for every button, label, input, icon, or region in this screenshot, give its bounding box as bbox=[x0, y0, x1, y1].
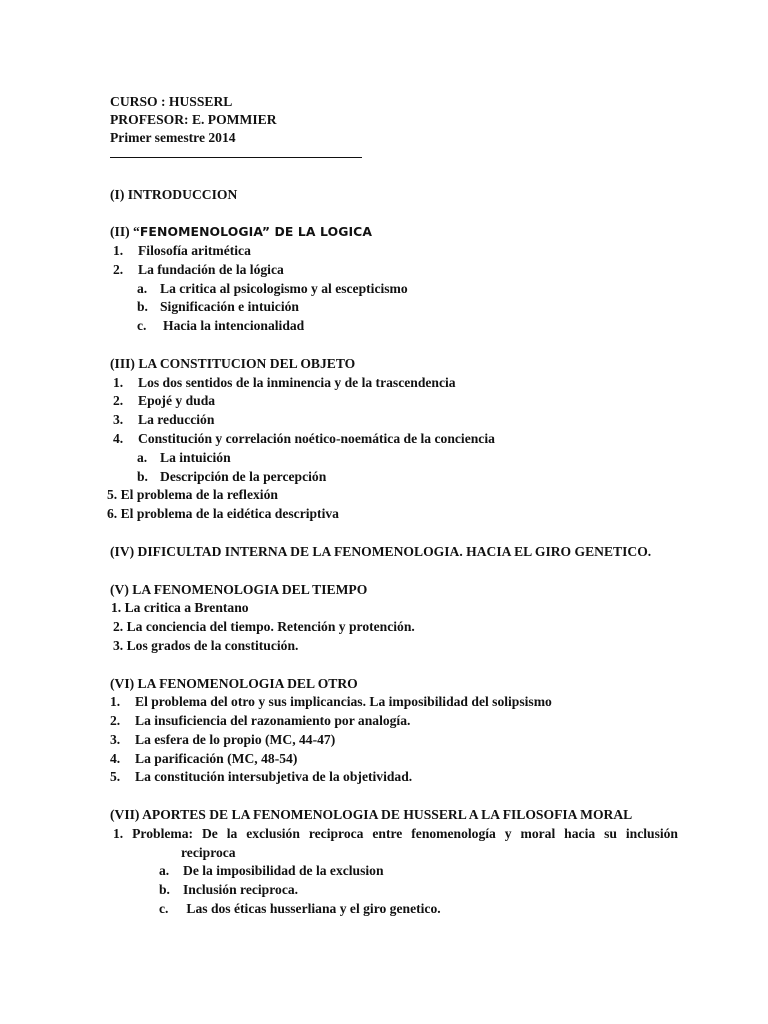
list-item bbox=[110, 769, 412, 785]
semester-line: Primer semestre 2014 bbox=[110, 130, 236, 145]
list-item bbox=[113, 431, 495, 447]
professor-line: PROFESOR: E. POMMIER bbox=[110, 112, 277, 127]
list-item: 1. La critica a Brentano bbox=[111, 600, 249, 615]
list-item bbox=[110, 694, 552, 710]
subitem-letter: b. bbox=[159, 882, 170, 897]
subitem-letter: a. bbox=[137, 450, 148, 465]
item-number: 4. bbox=[113, 431, 124, 446]
item-number: 2. bbox=[110, 713, 121, 728]
list-item bbox=[113, 243, 251, 259]
sub-list-item bbox=[137, 281, 408, 297]
section-4-title: (IV) DIFICULTAD INTERNA DE LA FENOMENOLOGIA. HACIA EL GIRO GENETICO. bbox=[110, 544, 652, 559]
item-number: 3. bbox=[110, 732, 121, 747]
subitem-text: Significación e intuición bbox=[160, 299, 299, 314]
section-6-title: (VI) LA FENOMENOLOGIA DEL OTRO bbox=[110, 676, 358, 691]
subitem-text: Hacia la intencionalidad bbox=[163, 318, 305, 333]
list-item: 6. El problema de la eidética descriptiva bbox=[107, 506, 339, 521]
item-text: Constitución y correlación noético-noemática de la conciencia bbox=[138, 431, 495, 446]
item-text: La esfera de lo propio (MC, 44-47) bbox=[135, 732, 336, 747]
sub-list-item bbox=[159, 863, 384, 879]
item-text: La reducción bbox=[138, 412, 215, 427]
section-3-title: (III) LA CONSTITUCION DEL OBJETO bbox=[110, 356, 356, 371]
subitem-letter: a. bbox=[159, 863, 170, 878]
item-text: Los dos sentidos de la inminencia y de la trascendencia bbox=[138, 375, 456, 390]
list-item: 3. Los grados de la constitución. bbox=[113, 638, 299, 653]
section-7-title: (VII) APORTES DE LA FENOMENOLOGIA DE HUSSERL A LA FILOSOFIA MORAL bbox=[110, 807, 633, 822]
subitem-letter: b. bbox=[137, 299, 148, 314]
sub-list-item bbox=[137, 469, 326, 485]
subitem-letter: c. bbox=[137, 318, 147, 333]
list-item bbox=[110, 713, 410, 729]
sub-list-item bbox=[159, 901, 441, 917]
list-item bbox=[110, 732, 335, 748]
item-number: 5. bbox=[110, 769, 121, 784]
sub-list-item bbox=[137, 299, 299, 315]
item-text: La fundación de la lógica bbox=[138, 262, 284, 277]
list-item: 1. Problema: De la exclusión reciproca entre fenomenología y moral hacia su inclusión bbox=[113, 826, 678, 841]
item-text: La insuficiencia del razonamiento por analogía. bbox=[135, 713, 411, 728]
list-item bbox=[110, 751, 297, 767]
section-2-title-main: FENOMENOLOGIA” DE LA LOGICA bbox=[139, 224, 373, 239]
item-text: La parificación (MC, 48-54) bbox=[135, 751, 298, 766]
horizontal-rule bbox=[110, 157, 362, 158]
subitem-text: Inclusión reciproca. bbox=[183, 882, 299, 897]
course-line: CURSO : HUSSERL bbox=[110, 94, 233, 109]
subitem-letter: b. bbox=[137, 469, 148, 484]
sub-list-item bbox=[137, 318, 304, 334]
subitem-letter: a. bbox=[137, 281, 148, 296]
item-number: 2. bbox=[113, 393, 124, 408]
subitem-text: Descripción de la percepción bbox=[160, 469, 327, 484]
list-item bbox=[113, 393, 215, 409]
item-text: La constitución intersubjetiva de la objetividad. bbox=[135, 769, 413, 784]
section-5-title: (V) LA FENOMENOLOGIA DEL TIEMPO bbox=[110, 582, 368, 597]
item-number: 3. bbox=[113, 412, 124, 427]
list-item bbox=[113, 412, 214, 428]
list-item: 2. La conciencia del tiempo. Retención y protención. bbox=[113, 619, 415, 634]
sub-list-item bbox=[137, 450, 231, 466]
item-text: Filosofía aritmética bbox=[138, 243, 251, 258]
sub-list-item bbox=[159, 882, 298, 898]
subitem-text: La intuición bbox=[160, 450, 231, 465]
section-2-title bbox=[110, 224, 372, 240]
section-1-title: (I) INTRODUCCION bbox=[110, 187, 238, 202]
item-number: 4. bbox=[110, 751, 121, 766]
item-text: El problema del otro y sus implicancias. La imposibilidad del solipsismo bbox=[135, 694, 552, 709]
item-number: 2. bbox=[113, 262, 124, 277]
list-item bbox=[113, 375, 456, 391]
item-number: 1. bbox=[113, 243, 124, 258]
subitem-text: La critica al psicologismo y al escepticismo bbox=[160, 281, 408, 296]
list-item-continuation: reciproca bbox=[181, 845, 236, 860]
item-text: Epojé y duda bbox=[138, 393, 216, 408]
subitem-text: De la imposibilidad de la exclusion bbox=[183, 863, 384, 878]
list-item bbox=[113, 262, 284, 278]
item-number: 1. bbox=[110, 694, 121, 709]
section-2-title-prefix: (II) “ bbox=[110, 224, 140, 239]
item-number: 1. bbox=[113, 375, 124, 390]
list-item: 5. El problema de la reflexión bbox=[107, 487, 278, 502]
subitem-letter: c. bbox=[159, 901, 169, 916]
subitem-text: Las dos éticas husserliana y el giro genetico. bbox=[183, 901, 441, 916]
